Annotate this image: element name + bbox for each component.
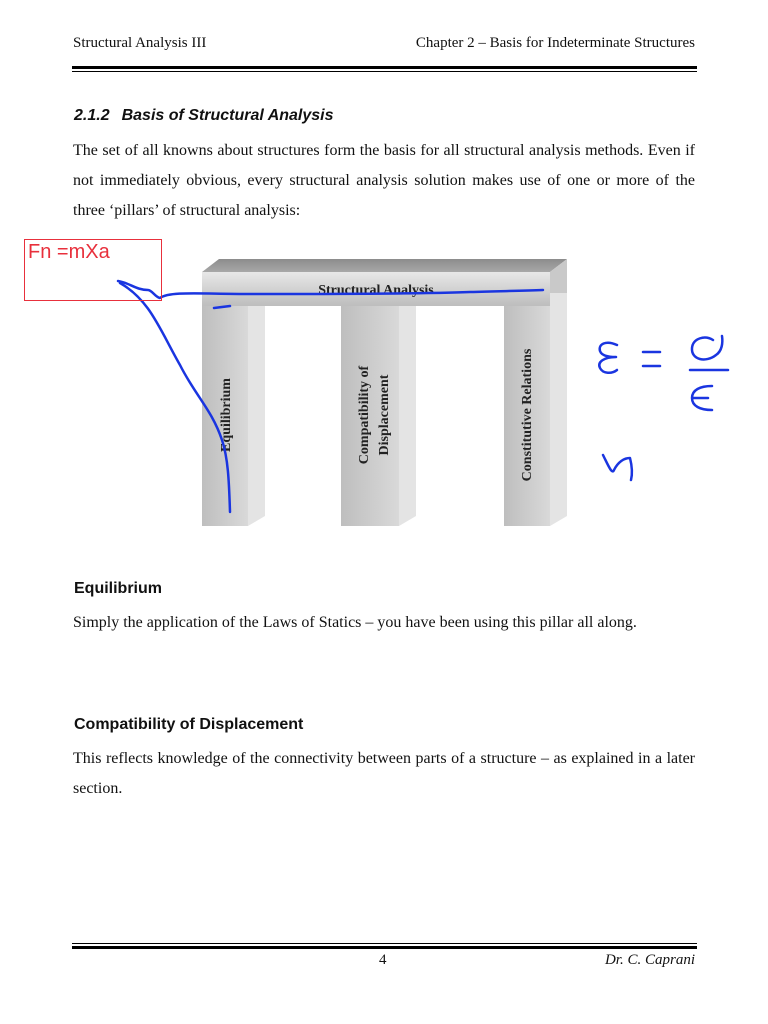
beam-top-face (202, 259, 567, 272)
subheading-equilibrium: Equilibrium (74, 580, 162, 597)
annotation-formula: Fn =mXa (28, 241, 110, 263)
annotation-box (24, 239, 162, 301)
header-chapter: Chapter 2 – Basis for Indeterminate Structures (415, 35, 695, 51)
pillar-2-side (399, 306, 416, 526)
page-number: 4 (379, 952, 387, 968)
paragraph-compatibility: This reflects knowledge of the connectivity between parts of a structure – as explained in a later section. (73, 750, 695, 797)
pillar-1-label: Equilibrium (219, 378, 234, 452)
pillar-2-label-line2: Displacement (377, 374, 392, 456)
pillar-1-side (248, 306, 265, 526)
footer-rule (72, 946, 697, 949)
ink-epsilon-left (599, 343, 617, 373)
ink-sigma (692, 336, 722, 359)
footer-rule-thin (72, 943, 697, 944)
subheading-compatibility: Compatibility of Displacement (74, 716, 304, 733)
pillar-3-label: Constitutive Relations (520, 348, 535, 482)
header-course: Structural Analysis III (73, 35, 207, 51)
section-number: 2.1.2 (74, 107, 110, 124)
ink-nu (603, 455, 632, 480)
pillar-3-side (550, 293, 567, 526)
footer-author: Dr. C. Caprani (604, 952, 695, 968)
pillar-2-label-line1: Compatibility of (357, 365, 372, 465)
intro-paragraph: The set of all knowns about structures form the basis for all structural analysis methods. Even if not immediately obvious, every structural analysis solution makes use of one or more of the three ‘pillars’ of structural analysis: (73, 142, 695, 219)
beam-label: Structural Analysis (318, 283, 434, 298)
paragraph-equilibrium: Simply the application of the Laws of Statics – you have been using this pillar all along. (73, 614, 637, 631)
section-title-text: Basis of Structural Analysis (121, 107, 334, 124)
